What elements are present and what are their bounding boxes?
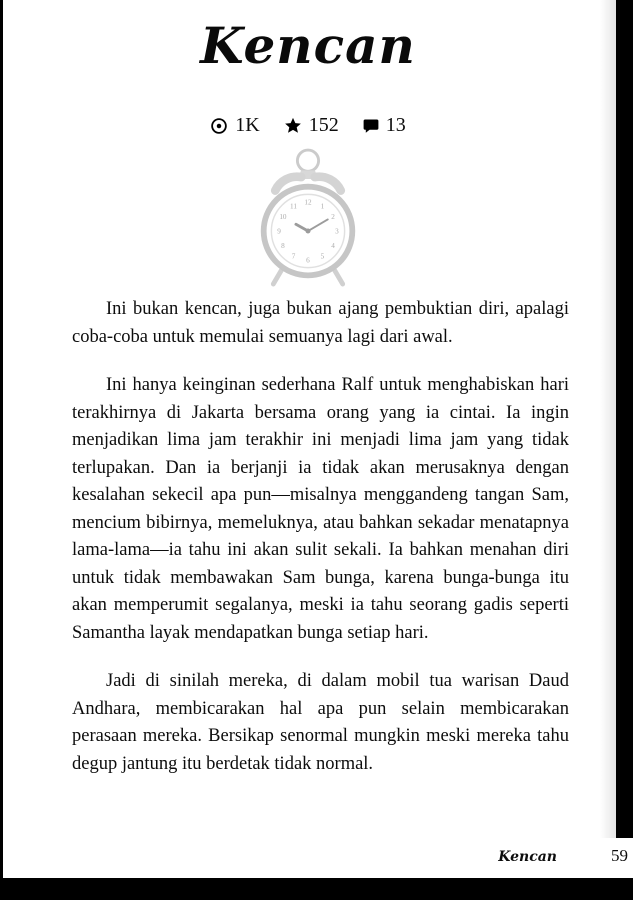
- comments-stat: [363, 114, 406, 137]
- page-edge-shadow: [600, 0, 616, 838]
- svg-text:3: 3: [335, 227, 339, 236]
- chapter-title: Kencan: [200, 16, 416, 75]
- paragraph: Ini hanya keinginan sederhana Ralf untuk menghabiskan hari terakhirnya di Jakarta bersama orang yang ia cintai. Ia ingin menjadikan lima jam terakhir ini menjadi lima jam yang tidak terlupakan. Dan ia berjanji ia tidak akan merusaknya dengan kesalahan sekecil apa pun—misalnya menggandeng tangan Sam, mencium bibirnya, memeluknya, atau bahkan sekadar menatapnya lama-lama—ia tahu ini akan sulit sekali. Ia bahkan menahan diri untuk tidak membawakan Sam bunga, karena bunga-bunga itu akan memperumit segalanya, meski ia tahu seorang gadis seperti Samantha layak mendapatkan bunga setiap hari.: [72, 375, 569, 643]
- left-border: [0, 0, 3, 900]
- running-title: Kencan: [498, 849, 557, 865]
- star-icon: [284, 117, 302, 135]
- comment-icon: [363, 118, 379, 134]
- stars-count: 152: [308, 114, 339, 136]
- comments-count: 13: [385, 114, 406, 136]
- svg-text:9: 9: [277, 227, 281, 236]
- alarm-clock-illustration: [0, 146, 616, 291]
- right-border: [616, 0, 633, 838]
- svg-text:2: 2: [331, 212, 335, 221]
- alarm-clock-icon: [255, 146, 361, 291]
- stats-row: [0, 114, 616, 137]
- svg-text:7: 7: [291, 252, 296, 261]
- svg-text:8: 8: [281, 241, 285, 250]
- eye-icon: [210, 117, 228, 135]
- svg-text:10: 10: [279, 212, 287, 221]
- chapter-body: [72, 296, 569, 799]
- svg-text:4: 4: [331, 241, 335, 250]
- svg-text:5: 5: [320, 252, 325, 261]
- svg-text:6: 6: [306, 256, 310, 265]
- views-count: 1K: [235, 114, 260, 136]
- views-stat: [210, 114, 259, 137]
- svg-text:11: 11: [290, 202, 298, 211]
- page-footer: [0, 843, 633, 873]
- page-number: 59: [611, 846, 628, 865]
- svg-text:1: 1: [320, 202, 325, 211]
- paragraph: Ini bukan kencan, juga bukan ajang pembuktian diri, apalagi coba-coba untuk memulai semuanya lagi dari awal.: [72, 299, 569, 347]
- paragraph: Jadi di sinilah mereka, di dalam mobil tua warisan Daud Andhara, membicarakan hal apa pun selain membicarakan perasaan mereka. Bersikap senormal mungkin meski mereka tahu degup jantung itu berdetak tidak normal.: [72, 671, 569, 774]
- svg-text:12: 12: [304, 198, 312, 207]
- stars-stat: [284, 114, 339, 137]
- bottom-border: [0, 878, 633, 900]
